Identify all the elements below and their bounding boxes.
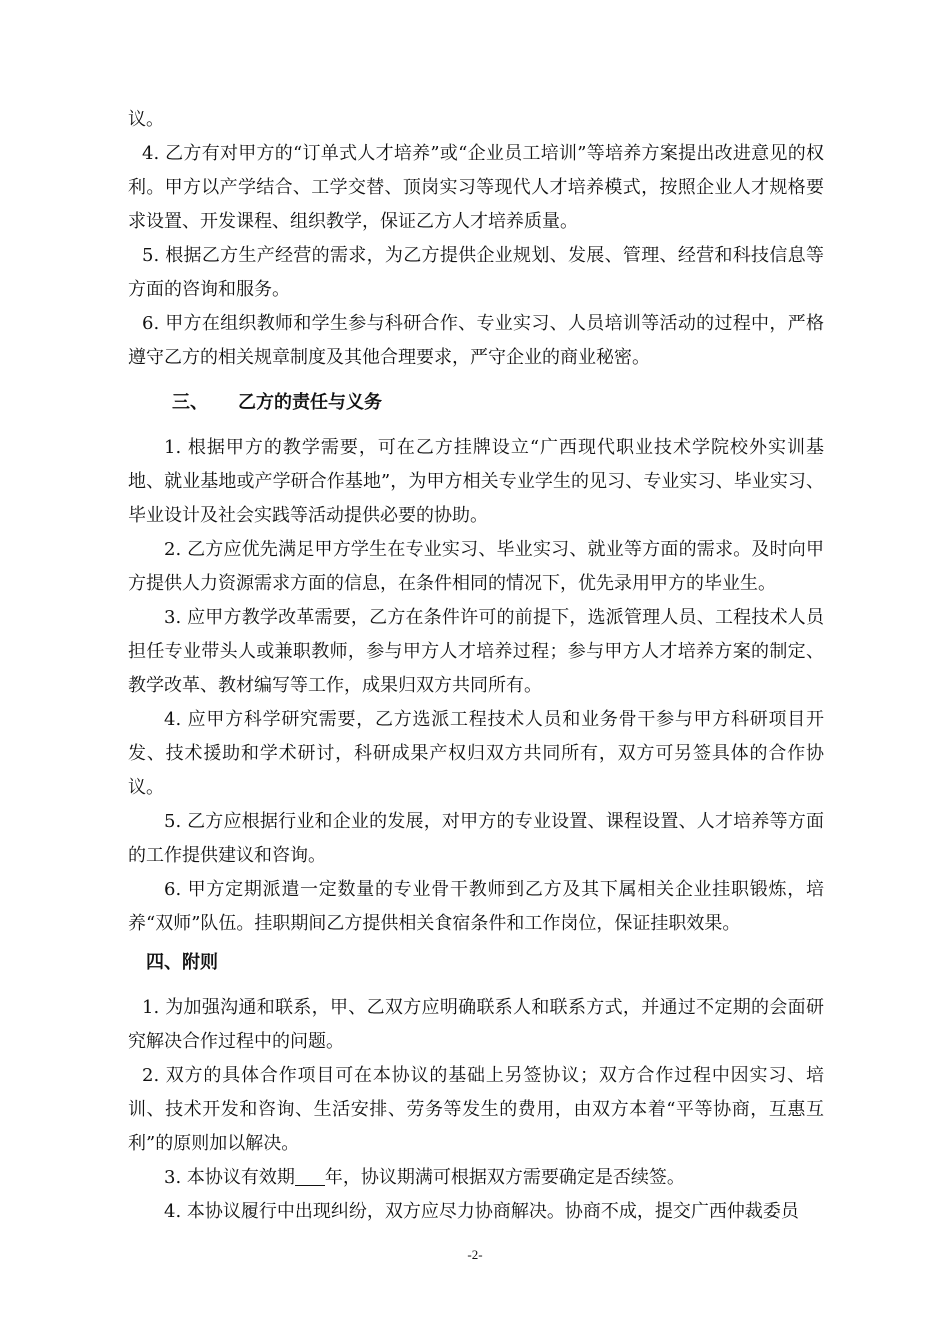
sec3-paragraph-3: 3. 应甲方教学改革需要，乙方在条件许可的前提下，选派管理人员、工程技术人员担任专业带头人或兼职教师，参与甲方人才培养过程；参与甲方人才培养方案的制定、教学改革、教材编写等工作，成果归双方共同所有。 <box>128 607 824 696</box>
sec3-paragraph-5: 5. 乙方应根据行业和企业的发展，对甲方的专业设置、课程设置、人才培养等方面的工作提供建议和咨询。 <box>128 811 824 866</box>
sec3-paragraph-6: 6. 甲方定期派遣一定数量的专业骨干教师到乙方及其下属相关企业挂职锻炼，培养“双师”队伍。挂职期间乙方提供相关食宿条件和工作岗位，保证挂职效果。 <box>128 879 824 934</box>
sec3-heading-number: 三、 <box>172 392 208 413</box>
sec4-paragraph-3-end: 年，协议期满可根据双方需要确定是否续签。 <box>324 1167 685 1188</box>
sec2-paragraph-4: 4. 乙方有对甲方的“订单式人才培养”或“企业员工培训”等培养方案提出改进意见的权利。甲方以产学结合、工学交替、顶岗实习等现代人才培养模式，按照企业人才规格要求设置、开发课程、组织教学，保证乙方人才培养质量。 <box>128 143 824 232</box>
sec3-paragraph-4: 4. 应甲方科学研究需要，乙方选派工程技术人员和业务骨干参与甲方科研项目开发、技术援助和学术研讨，科研成果产权归双方共同所有，双方可另签具体的合作协议。 <box>128 709 824 798</box>
sec3-paragraph-2: 2. 乙方应优先满足甲方学生在专业实习、毕业实习、就业等方面的需求。及时向甲方提供人力资源需求方面的信息，在条件相同的情况下，优先录用甲方的毕业生。 <box>128 539 824 594</box>
sec4-paragraph-2: 2. 双方的具体合作项目可在本协议的基础上另签协议；双方合作过程中因实习、培训、技术开发和咨询、生活安排、劳务等发生的费用，由双方本着“平等协商，互惠互利”的原则加以解决。 <box>128 1065 824 1154</box>
sec4-paragraph-3-start: 3. 本协议有效期 <box>164 1167 295 1188</box>
sec4-paragraph-3 <box>128 1161 824 1195</box>
sec4-heading: 四、附则 <box>146 952 218 973</box>
page-number: -2- <box>467 1247 483 1262</box>
sec2-paragraph-6: 6. 甲方在组织教师和学生参与科研合作、专业实习、人员培训等活动的过程中，严格遵守乙方的相关规章制度及其他合理要求，严守企业的商业秘密。 <box>128 313 824 368</box>
sec4-paragraph-4: 4. 本协议履行中出现纠纷，双方应尽力协商解决。协商不成，提交广西仲裁委员 <box>164 1201 799 1222</box>
sec3-paragraph-1: 1. 根据甲方的教学需要，可在乙方挂牌设立“广西现代职业技术学院校外实训基地、就业基地或产学研合作基地”，为甲方相关专业学生的见习、专业实习、毕业实习、毕业设计及社会实践等活动提供必要的协助。 <box>128 437 824 526</box>
sec2-paragraph-5: 5. 根据乙方生产经营的需求，为乙方提供企业规划、发展、管理、经营和科技信息等方面的咨询和服务。 <box>128 245 824 300</box>
sec3-heading-title: 乙方的责任与义务 <box>238 392 382 413</box>
term-years-blank <box>295 1167 325 1186</box>
sec3-heading <box>172 386 382 420</box>
sec4-paragraph-1: 1. 为加强沟通和联系，甲、乙双方应明确联系人和联系方式，并通过不定期的会面研究解决合作过程中的问题。 <box>128 997 824 1052</box>
paragraph-continuation: 议。 <box>128 109 164 130</box>
